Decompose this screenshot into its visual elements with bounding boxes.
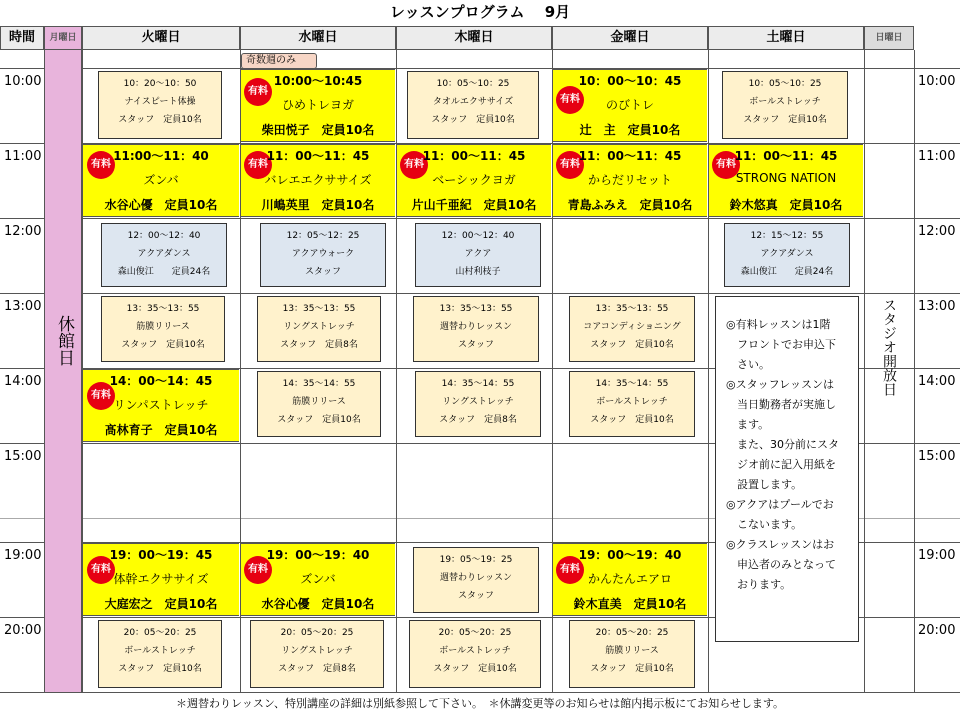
paid-badge: 有料 — [244, 78, 272, 106]
notes-box — [715, 296, 859, 642]
lesson-name: ボールストレッチ — [749, 97, 821, 107]
header-tuesday: 火曜日 — [82, 26, 240, 50]
lesson-time: 11：00～11：45 — [578, 149, 682, 163]
lesson-time: 12：15～12：55 — [750, 231, 824, 241]
header-wednesday: 水曜日 — [240, 26, 396, 50]
lesson-info: スタッフ 定員10名 — [590, 415, 674, 425]
lesson-info: 水谷心優 定員10名 — [261, 597, 375, 611]
lesson-info: 鈴木直美 定員10名 — [573, 597, 687, 611]
lesson-time: 10：00～10：45 — [578, 74, 682, 88]
time-label-right: 13:00 — [918, 299, 956, 314]
lesson-info: スタッフ 定員10名 — [277, 415, 361, 425]
lesson-card[interactable] — [98, 71, 222, 139]
lesson-time: 19：00～19：40 — [578, 548, 682, 562]
lesson-info: 水谷心優 定員10名 — [104, 198, 218, 212]
lesson-card[interactable] — [413, 547, 539, 613]
note-line: 当日勤務者が実施し — [726, 398, 836, 411]
lesson-time: 14：00～14：45 — [109, 374, 213, 388]
note-line: 申込者のみとなって — [726, 558, 836, 571]
lesson-info: 髙林育子 定員10名 — [104, 423, 218, 437]
lesson-info: スタッフ 定員10名 — [118, 664, 202, 674]
lesson-time: 19：05～19：25 — [439, 555, 513, 565]
lesson-name: ズンバ — [143, 173, 179, 187]
lesson-name: STRONG NATION — [735, 171, 837, 185]
paid-lesson-card[interactable] — [83, 543, 239, 616]
lesson-time: 19：00～19：40 — [266, 548, 370, 562]
lesson-time: 10:00～10:45 — [273, 74, 363, 88]
lesson-name: ベーシックヨガ — [432, 173, 516, 187]
lesson-time: 19：00～19：45 — [109, 548, 213, 562]
header-saturday: 土曜日 — [708, 26, 864, 50]
paid-badge: 有料 — [244, 556, 272, 584]
lesson-name: 筋膜リリース — [605, 646, 659, 656]
lesson-card[interactable] — [569, 620, 695, 688]
lesson-info: 森山俊江 定員24名 — [117, 267, 211, 277]
lesson-time: 12：00～12：40 — [441, 231, 515, 241]
lesson-name: ナイスピート体操 — [124, 97, 196, 107]
lesson-info: スタッフ — [304, 267, 341, 277]
lesson-name: 週替わりレッスン — [440, 573, 512, 583]
lesson-name: アクアダンス — [760, 249, 814, 259]
paid-lesson-card[interactable] — [83, 369, 239, 442]
time-label: 12:00 — [4, 224, 42, 239]
lesson-info: 大庭宏之 定員10名 — [104, 597, 218, 611]
lesson-time: 20：05～20：25 — [595, 628, 669, 638]
studio-open-label: スタジオ開放日 — [881, 298, 897, 396]
col-divider — [864, 50, 865, 692]
lesson-time: 13：35～13：55 — [439, 304, 513, 314]
lesson-name: タオルエクササイズ — [432, 97, 514, 107]
aqua-lesson-card[interactable] — [415, 223, 541, 287]
time-label: 10:00 — [4, 74, 42, 89]
time-label-right: 15:00 — [918, 449, 956, 464]
aqua-lesson-card[interactable] — [101, 223, 227, 287]
lesson-card[interactable] — [569, 371, 695, 437]
lesson-time: 12：05～12：25 — [286, 231, 360, 241]
odd-week-tag: 奇数週のみ — [241, 53, 317, 69]
paid-lesson-card[interactable] — [553, 543, 707, 616]
lesson-card[interactable] — [101, 296, 225, 362]
note-line: おります。 — [726, 578, 792, 591]
lesson-info: 川嶋英里 定員10名 — [261, 198, 375, 212]
lesson-time: 11:00～11：40 — [113, 149, 209, 163]
time-label-right: 14:00 — [918, 374, 956, 389]
row-divider — [0, 293, 960, 294]
lesson-info: スタッフ 定員10名 — [431, 115, 515, 125]
lesson-time: 11：00～11：45 — [422, 149, 526, 163]
lesson-card[interactable] — [415, 371, 541, 437]
lesson-info: 辻 主 定員10名 — [579, 123, 681, 137]
lesson-name: アクアウォーク — [291, 249, 355, 259]
header-monday: 月曜日 — [44, 26, 82, 50]
lesson-info: スタッフ 定員10名 — [118, 115, 202, 125]
lesson-info: スタッフ 定員8名 — [280, 340, 358, 350]
paid-lesson-card[interactable] — [553, 69, 707, 142]
paid-lesson-card[interactable] — [553, 144, 707, 217]
lesson-time: 14：35～14：55 — [282, 379, 356, 389]
lesson-info: スタッフ 定員10名 — [433, 664, 517, 674]
lesson-time: 13：35～13：55 — [595, 304, 669, 314]
lesson-card[interactable] — [98, 620, 222, 688]
lesson-name: リンパストレッチ — [113, 398, 209, 412]
lesson-time: 13：35～13：55 — [282, 304, 356, 314]
lesson-name: リングストレッチ — [283, 322, 355, 332]
closed-day-label: 休館日 — [54, 314, 74, 366]
paid-lesson-card[interactable] — [241, 69, 395, 142]
lesson-card[interactable] — [722, 71, 848, 139]
row-divider — [0, 68, 960, 69]
time-label: 14:00 — [4, 374, 42, 389]
lesson-time: 11：00～11：45 — [734, 149, 838, 163]
note-line: 設置します。 — [726, 478, 803, 491]
lesson-time: 14：35～14：55 — [595, 379, 669, 389]
time-label: 19:00 — [4, 548, 42, 563]
time-label-right: 20:00 — [918, 623, 956, 638]
note-line: ◎アクアはプールでお — [726, 498, 834, 511]
paid-badge: 有料 — [87, 151, 115, 179]
note-line: こないます。 — [726, 518, 803, 531]
time-label: 15:00 — [4, 449, 42, 464]
lesson-name: リングストレッチ — [281, 646, 353, 656]
lesson-card[interactable] — [407, 71, 539, 139]
paid-badge: 有料 — [712, 151, 740, 179]
time-label: 11:00 — [4, 149, 42, 164]
note-line: ジオ前に記入用紙を — [726, 458, 836, 471]
header-sunday: 日曜日 — [864, 26, 914, 50]
lesson-info: スタッフ 定員10名 — [743, 115, 827, 125]
lesson-name: アクアダンス — [137, 249, 191, 259]
header-thursday: 木曜日 — [396, 26, 552, 50]
lesson-name: バレエエクササイズ — [264, 173, 372, 187]
lesson-info: スタッフ 定員10名 — [590, 664, 674, 674]
note-line: ます。 — [726, 418, 770, 431]
lesson-time: 10：05～10：25 — [436, 79, 510, 89]
note-line: フロントでお申込下 — [726, 338, 836, 351]
paid-lesson-card[interactable] — [709, 144, 863, 217]
paid-badge: 有料 — [87, 382, 115, 410]
lesson-card[interactable] — [257, 296, 381, 362]
lesson-time: 13：35～13：55 — [126, 304, 200, 314]
lesson-card[interactable] — [569, 296, 695, 362]
lesson-info: スタッフ 定員10名 — [590, 340, 674, 350]
lesson-info: 柴田悦子 定員10名 — [261, 123, 375, 137]
header-friday: 金曜日 — [552, 26, 708, 50]
note-line: ◎有料レッスンは1階 — [726, 318, 831, 331]
lesson-time: 10：20～10：50 — [123, 79, 197, 89]
lesson-name: ボールストレッチ — [124, 646, 196, 656]
lesson-info: 鈴木悠真 定員10名 — [729, 198, 843, 212]
lesson-name: からだリセット — [588, 173, 672, 187]
aqua-lesson-card[interactable] — [724, 223, 850, 287]
lesson-time: 20：05～20：25 — [438, 628, 512, 638]
lesson-card[interactable] — [250, 620, 384, 688]
lesson-card[interactable] — [257, 371, 381, 437]
lesson-name: リングストレッチ — [442, 397, 514, 407]
lesson-time: 20：05～20：25 — [280, 628, 354, 638]
lesson-info: スタッフ 定員8名 — [278, 664, 356, 674]
lesson-name: ズンバ — [300, 572, 336, 586]
lesson-info: スタッフ 定員10名 — [121, 340, 205, 350]
lesson-name: アクア — [464, 249, 492, 259]
paid-lesson-card[interactable] — [397, 144, 551, 217]
lesson-card[interactable] — [409, 620, 541, 688]
lesson-info: スタッフ — [457, 591, 494, 601]
lesson-info: スタッフ 定員8名 — [439, 415, 517, 425]
paid-badge: 有料 — [556, 151, 584, 179]
row-divider — [0, 218, 960, 219]
note-line: さい。 — [726, 358, 770, 371]
lesson-info: 片山千亜紀 定員10名 — [411, 198, 537, 212]
lesson-name: ひめトレヨガ — [281, 98, 354, 112]
lesson-name: 筋膜リリース — [292, 397, 346, 407]
time-label: 20:00 — [4, 623, 42, 638]
lesson-name: ボールストレッチ — [596, 397, 668, 407]
lesson-info: スタッフ — [457, 340, 494, 350]
footer-note: ＊週替わりレッスン、特別講座の詳細は別紙参照して下さい。 ＊休講変更等のお知らせは館内掲示板にてお知らせします。 — [0, 692, 960, 718]
time-label: 13:00 — [4, 299, 42, 314]
lesson-time: 14：35～14：55 — [441, 379, 515, 389]
paid-badge: 有料 — [244, 151, 272, 179]
note-line: ◎スタッフレッスンは — [726, 378, 835, 391]
paid-badge: 有料 — [556, 86, 584, 114]
lesson-name: 週替わりレッスン — [440, 322, 512, 332]
lesson-name: コアコンディショニング — [583, 322, 681, 332]
note-line: また、30分前にスタ — [726, 438, 839, 451]
paid-lesson-card[interactable] — [241, 144, 395, 217]
header-time: 時間 — [0, 26, 44, 50]
lesson-name: 筋膜リリース — [136, 322, 190, 332]
time-label-right: 12:00 — [918, 224, 956, 239]
paid-badge: 有料 — [556, 556, 584, 584]
lesson-info: 青島ふみえ 定員10名 — [567, 198, 693, 212]
paid-badge: 有料 — [87, 556, 115, 584]
paid-lesson-card[interactable] — [83, 144, 239, 217]
lesson-info: 森山俊江 定員24名 — [740, 267, 834, 277]
aqua-lesson-card[interactable] — [260, 223, 386, 287]
lesson-name: のびトレ — [605, 98, 654, 112]
lesson-info: 山村利枝子 — [455, 267, 501, 277]
lesson-time: 12：00～12：40 — [127, 231, 201, 241]
lesson-name: 体幹エクササイズ — [113, 572, 209, 586]
lesson-time: 11：00～11：45 — [266, 149, 370, 163]
lesson-name: かんたんエアロ — [587, 572, 672, 586]
lesson-time: 10：05～10：25 — [748, 79, 822, 89]
lesson-time: 20：05～20：25 — [123, 628, 197, 638]
paid-lesson-card[interactable] — [241, 543, 395, 616]
time-label-right: 19:00 — [918, 548, 956, 563]
lesson-card[interactable] — [413, 296, 539, 362]
page-title: レッスンプログラム 9月 — [389, 3, 571, 21]
note-line: ◎クラスレッスンはお — [726, 538, 835, 551]
paid-badge: 有料 — [400, 151, 428, 179]
lesson-name: ボールストレッチ — [439, 646, 511, 656]
time-label-right: 11:00 — [918, 149, 956, 164]
monday-closed-column — [44, 50, 82, 692]
time-label-right: 10:00 — [918, 74, 956, 89]
